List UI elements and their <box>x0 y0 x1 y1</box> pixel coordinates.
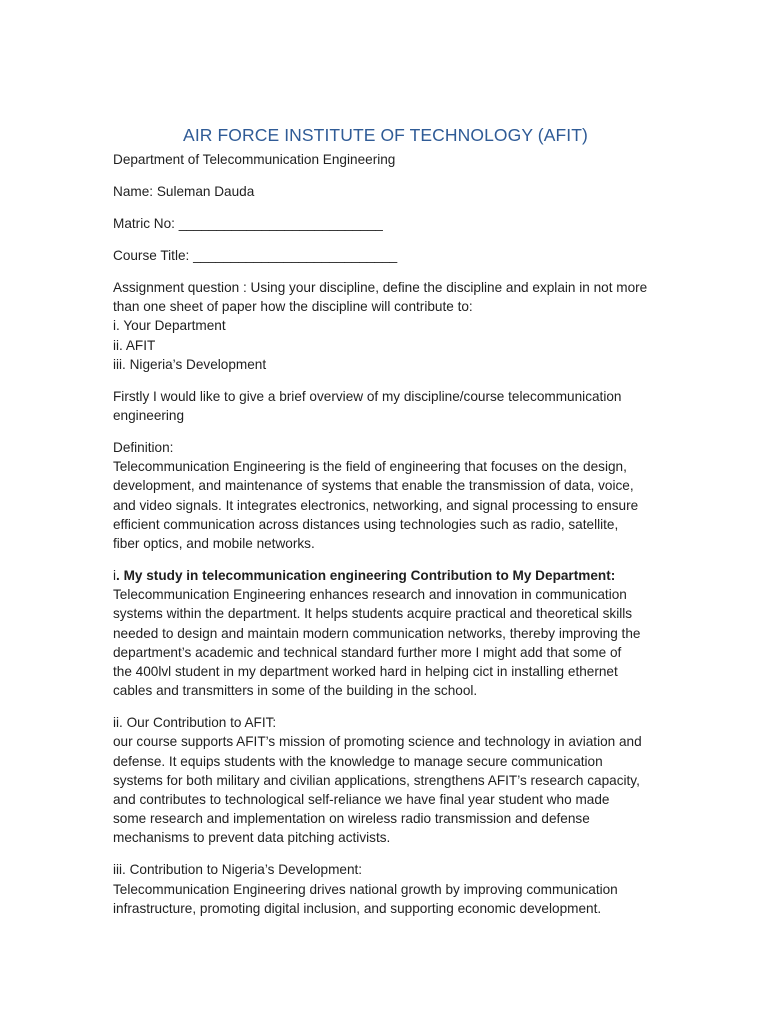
overview-line: engineering <box>113 408 185 424</box>
course-line <box>113 246 658 265</box>
department-heading-line <box>113 566 658 585</box>
afit-line: mechanisms to prevent data pitching activists. <box>113 830 391 846</box>
department-text: Department of Telecommunication Engineering <box>113 152 396 167</box>
student-name: Name: Suleman Dauda <box>113 184 255 199</box>
matric-line <box>113 214 658 233</box>
name-line <box>113 182 658 201</box>
document-page <box>113 124 658 931</box>
department-line: cables and transmitters in some of the building in the school. <box>113 683 478 699</box>
overview-lead: Firstly <box>113 388 150 404</box>
overview-line <box>113 387 658 406</box>
department-prefix: i <box>113 568 117 584</box>
definition-heading: Definition: <box>113 440 174 456</box>
definition-paragraph <box>113 438 658 553</box>
afit-line: our course supports AFIT’s mission of promoting science and technology in aviation and <box>113 734 642 750</box>
afit-line: and contributes to technological self-reliance we have final year student who made <box>113 792 610 808</box>
department-line: the 400lvl student in my department worked hard in helping cict in installing ethernet <box>113 664 618 680</box>
matric-number: Matric No: ___________________________ <box>113 216 383 231</box>
definition-line: development, and maintenance of systems that enable the transmission of data, voice, <box>113 478 634 494</box>
overview-paragraph <box>113 387 658 425</box>
department-line: needed to design and maintain modern communication networks, thereby improving the <box>113 625 641 641</box>
nigeria-contribution <box>113 860 658 918</box>
assignment-question <box>113 278 658 374</box>
question-line: Assignment question : Using your discipline, define the discipline and explain in not more <box>113 280 648 295</box>
department-line <box>113 150 658 169</box>
department-line: systems within the department. It helps students acquire practical and theoretical skills <box>113 606 633 622</box>
afit-heading: ii. Our Contribution to AFIT: <box>113 715 277 731</box>
question-line: than one sheet of paper how the discipline will contribute to: <box>113 299 473 315</box>
question-line: ii. AFIT <box>113 337 156 353</box>
department-contribution <box>113 566 658 700</box>
nigeria-heading: iii. Contribution to Nigeria’s Development: <box>113 862 363 878</box>
department-heading: . My study in telecommunication engineering Contribution to My Department: <box>116 568 616 584</box>
afit-contribution <box>113 713 658 847</box>
nigeria-line: infrastructure, promoting digital inclusion, and supporting economic development. <box>113 900 602 916</box>
nigeria-line: Telecommunication Engineering drives national growth by improving communication <box>113 881 618 897</box>
afit-line: systems for both military and civilian applications, strengthens AFIT’s research capacity, <box>113 772 640 788</box>
question-line: iii. Nigeria’s Development <box>113 356 267 372</box>
definition-line: and video signals. It integrates electronics, networking, and signal processing to ensure <box>113 497 639 513</box>
overview-text: I would like to give a brief overview of my discipline/course telecommunication <box>149 388 622 404</box>
definition-line: fiber optics, and mobile networks. <box>113 536 315 552</box>
question-line: i. Your Department <box>113 318 226 334</box>
department-line: department’s academic and technical standard further more I might add that some of <box>113 644 622 660</box>
afit-line: defense. It equips students with the knowledge to manage secure communication <box>113 753 603 769</box>
course-title: Course Title: ___________________________ <box>113 248 398 263</box>
department-line: Telecommunication Engineering enhances research and innovation in communication <box>113 587 627 603</box>
document-title: AIR FORCE INSTITUTE OF TECHNOLOGY (AFIT) <box>183 125 588 145</box>
definition-line: efficient communication across distances using technologies such as radio, satellite, <box>113 516 619 532</box>
definition-line: Telecommunication Engineering is the field of engineering that focuses on the design, <box>113 459 627 475</box>
afit-line: some research and implementation on wireless radio transmission and defense <box>113 811 590 827</box>
